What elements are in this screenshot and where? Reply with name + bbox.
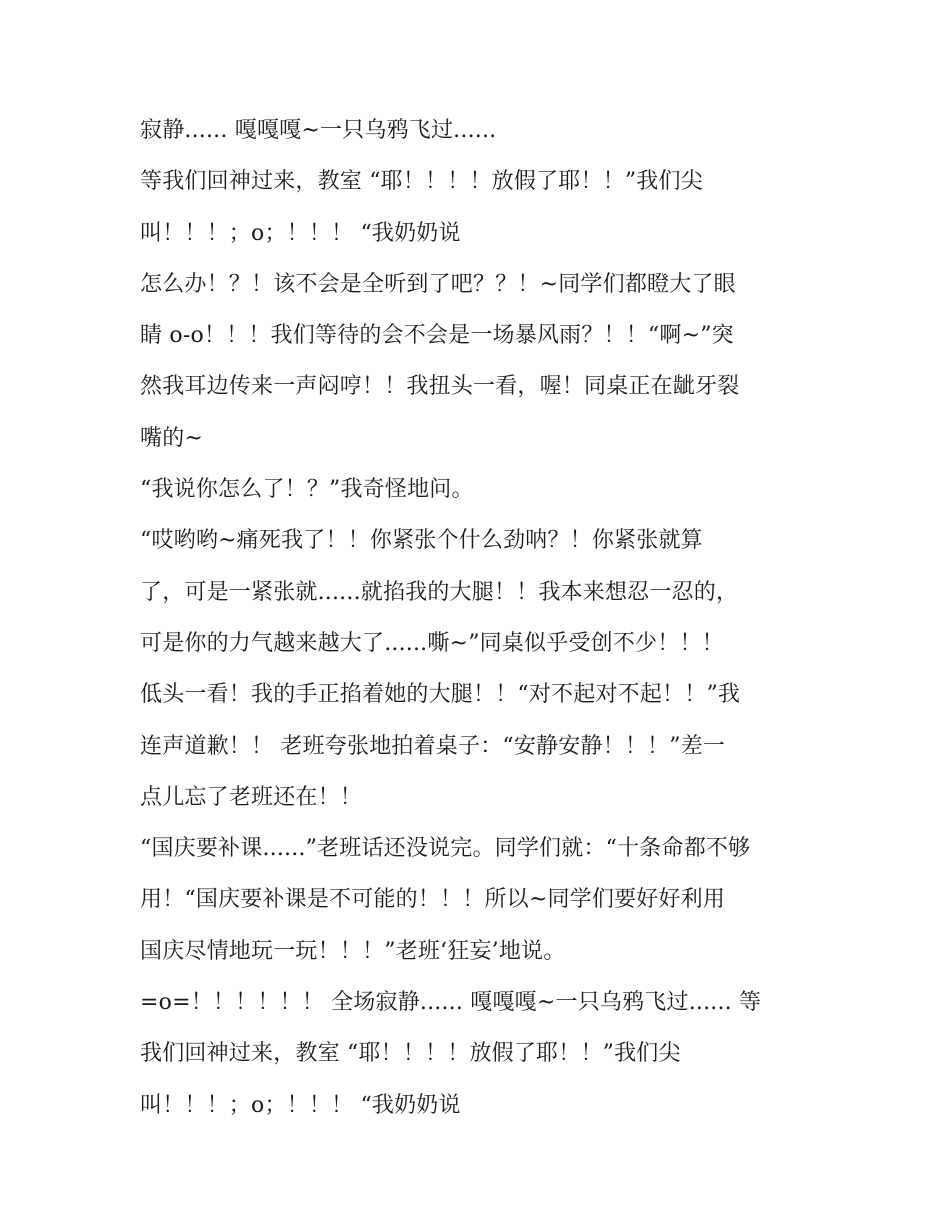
- text-line: 低头一看！我的手正掐着她的大腿！！“对不起对不起！！”我: [140, 682, 741, 708]
- text-line: 用！“国庆要补课是不可能的！！！所以~同学们要好好利用: [140, 887, 726, 913]
- text-line: 我们回神过来，教室 “耶！！！！放假了耶！！”我们尖: [140, 1041, 681, 1067]
- text-line: 嘴的~: [140, 425, 204, 451]
- text-line: 叫！！！；o；！！！ “我奶奶说: [140, 1092, 461, 1118]
- text-line: 然我耳边传来一声闷哼！！我扭头一看，喔！同桌正在龇牙裂: [140, 374, 740, 400]
- text-line: 连声道歉！！ 老班夸张地拍着桌子：“安静安静！！！”差一: [140, 733, 726, 759]
- text-line: “我说你怎么了！？”我奇怪地问。: [140, 477, 474, 503]
- text-line: 等我们回神过来，教室 “耶！！！！放假了耶！！”我们尖: [140, 169, 703, 195]
- text-line: 睛 o-o！！！我们等待的会不会是一场暴风雨？！！“啊~”突: [140, 323, 734, 349]
- text-line: 点儿忘了老班还在！！: [140, 784, 363, 810]
- text-line: 寂静...... 嘎嘎嘎~一只乌鸦飞过......: [140, 118, 497, 143]
- text-line: 怎么办！？！该不会是全听到了吧？？！~同学们都瞪大了眼: [140, 271, 736, 297]
- text-line: 叫！！！；o；！！！ “我奶奶说: [140, 220, 461, 246]
- text-line: =o=！！！！！！ 全场寂静...... 嘎嘎嘎~一只乌鸦飞过...... 等: [140, 990, 762, 1016]
- text-line: 国庆尽情地玩一玩！！！”老班‘狂妄’地说。: [140, 938, 566, 964]
- text-line: “哎哟哟~痛死我了！！你紧张个什么劲呐？！你紧张就算: [140, 528, 703, 554]
- text-line: 了，可是一紧张就......就掐我的大腿！！我本来想忍一忍的，: [140, 579, 739, 605]
- document-body: [140, 108, 830, 1134]
- text-line: 可是你的力气越来越大了......嘶~”同桌似乎受创不少！！！: [140, 630, 724, 656]
- text-line: “国庆要补课......”老班话还没说完。同学们就：“十条命都不够: [140, 836, 751, 862]
